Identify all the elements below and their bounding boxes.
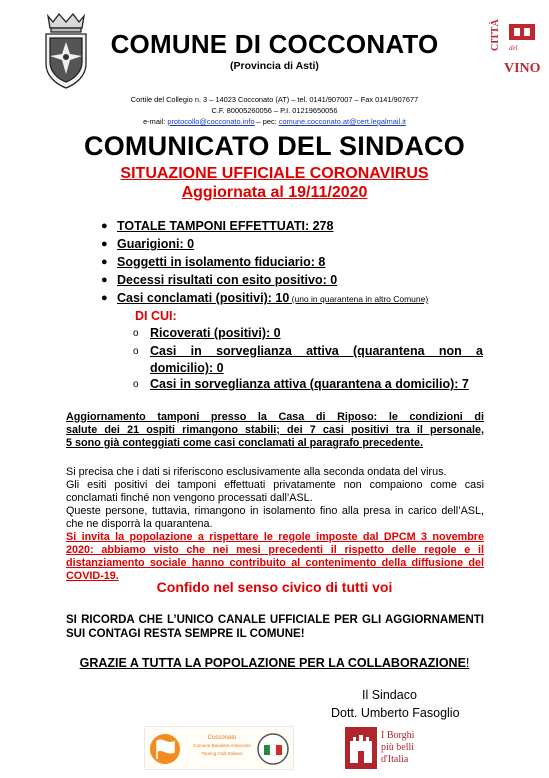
address-line: Cortile del Collegio n. 3 – 14023 Cocconato (AT) – tel. 0141/907007 – Fax 0141/907677 (130, 95, 419, 104)
casi-conclamati-value: Casi conclamati (positivi): 10 (117, 291, 290, 305)
paragraph-line: Aggiornamento tamponi presso la Casa di Riposo: le condizioni di (66, 411, 484, 423)
email-link[interactable]: protocollo@cocconato.info (167, 117, 255, 126)
cocconato-bandiera-arancione-logo (144, 726, 294, 770)
logo-text-line: d'Italia (381, 754, 409, 765)
castle-icon (345, 727, 377, 769)
bullet-icon: ● (101, 292, 108, 304)
circle-bullet-icon: o (133, 379, 139, 390)
notice-date: Aggiornata al 19/11/2020 (181, 184, 368, 201)
logo-text-line: Cocconato (207, 735, 237, 741)
paragraph-line: 5 sono già conteggiati come casi conclamati al paragrafo precedente. (66, 437, 424, 449)
province-label: (Provincia di Asti) (230, 60, 319, 72)
signature-role: Il Sindaco (362, 688, 417, 702)
stat-isolamento: Soggetti in isolamento fiduciario: 8 (117, 255, 326, 269)
ricorda-paragraph (66, 613, 484, 641)
email-label: e-mail: (143, 117, 166, 126)
paragraph-line: distanziamento sociale hanno contribuito al contenimento della diffusione del (66, 557, 484, 569)
paragraph-line: che ne disporrà la quarantena. (66, 518, 213, 530)
borghi-logo-text (381, 730, 414, 766)
casa-riposo-paragraph (66, 411, 484, 450)
svg-text:del: del (509, 44, 518, 52)
contact-line (0, 117, 549, 126)
sub-sorveglianza-domicilio: Casi in sorveglianza attiva (quarantena a domicilio): 7 (150, 377, 469, 391)
sub-ricoverati: Ricoverati (positivi): 0 (150, 326, 281, 340)
notice-subtitle: SITUAZIONE UFFICIALE CORONAVIRUS (120, 165, 429, 182)
di-cui-label: DI CUI: (135, 309, 177, 323)
bullet-icon: ● (101, 238, 108, 250)
logo-text-line: più belli (381, 742, 415, 753)
grazie-text: GRAZIE A TUTTA LA POPOLAZIONE PER LA COLLABORAZIONE (79, 656, 466, 670)
stat-total-tamponi: TOTALE TAMPONI EFFETTUATI: 278 (117, 219, 334, 233)
cocconato-logo-text (187, 734, 257, 758)
paragraph-line: 2020: abbiamo visto che nei mesi precedenti il rispetto delle regole e il (66, 544, 484, 556)
logo-text-line: Touring Club Italiano (201, 751, 243, 756)
sub-sorveglianza-non-domicilio: Casi in sorveglianza attiva (quarantena non a (150, 344, 483, 358)
paragraph-line: Si invita la popolazione a rispettare le regole imposte dal DPCM 3 novembre (66, 531, 484, 543)
confido-line: Confido nel senso civico di tutti voi (156, 579, 393, 595)
sub-sorveglianza-non-domicilio-cont: domicilio): 0 (150, 361, 224, 375)
paragraph-line: conclamati finché non vengono processati dall’ASL. (66, 492, 313, 504)
stat-casi-conclamati (117, 291, 428, 305)
signature-name: Dott. Umberto Fasoglio (331, 706, 460, 720)
svg-text:CITTÀ: CITTÀ (490, 19, 501, 51)
svg-text:VINO: VINO (504, 61, 541, 76)
grazie-end: ! (465, 656, 470, 670)
paragraph-line: Si precisa che i dati si riferiscono esclusivamente alla seconda ondata del virus. (66, 466, 447, 478)
bullet-icon: ● (101, 220, 108, 232)
logo-text-line: I Borghi (381, 730, 415, 741)
pec-link[interactable]: comune.cocconato.at@cert.legalmail.it (278, 117, 406, 126)
bullet-icon: ● (101, 256, 108, 268)
borghi-piu-belli-logo (345, 727, 445, 769)
paragraph-line: Queste persone, tuttavia, rimangono in isolamento fino alla presa in carico dell’ASL, (66, 505, 484, 517)
notice-title: COMUNICATO DEL SINDACO (84, 131, 465, 161)
paragraph-line: COVID-19. (66, 570, 119, 582)
logo-text-line: Comune Bandiera Arancione (193, 743, 251, 748)
stat-decessi: Decessi risultati con esito positivo: 0 (117, 273, 338, 287)
paragraph-line: SI RICORDA CHE L’UNICO CANALE UFFICIALE PER GLI AGGIORNAMENTI (66, 614, 484, 626)
paragraph-line: Gli esiti positivi dei tamponi effettuati privatamente non compaiono come casi (66, 479, 484, 491)
info-paragraph (66, 466, 484, 531)
stat-guarigioni: Guarigioni: 0 (117, 237, 195, 251)
grazie-line (0, 656, 549, 670)
fiscal-codes: C.F. 80005260056 – P.I. 01219650056 (211, 106, 338, 115)
invito-paragraph (66, 531, 484, 583)
paragraph-line: SUI CONTAGI RESTA SEMPRE IL COMUNE! (66, 628, 305, 640)
casi-note: (uno in quarantena in altro Comune) (289, 294, 429, 304)
pec-label: – pec: (256, 117, 277, 126)
paragraph-line: salute dei 21 ospiti rimangono stabili; dei 7 casi positivi tra il personale, (66, 424, 484, 436)
circle-bullet-icon: o (133, 328, 139, 339)
circle-bullet-icon: o (133, 346, 139, 357)
bullet-icon: ● (101, 274, 108, 286)
page-title: COMUNE DI COCCONATO (110, 29, 439, 59)
